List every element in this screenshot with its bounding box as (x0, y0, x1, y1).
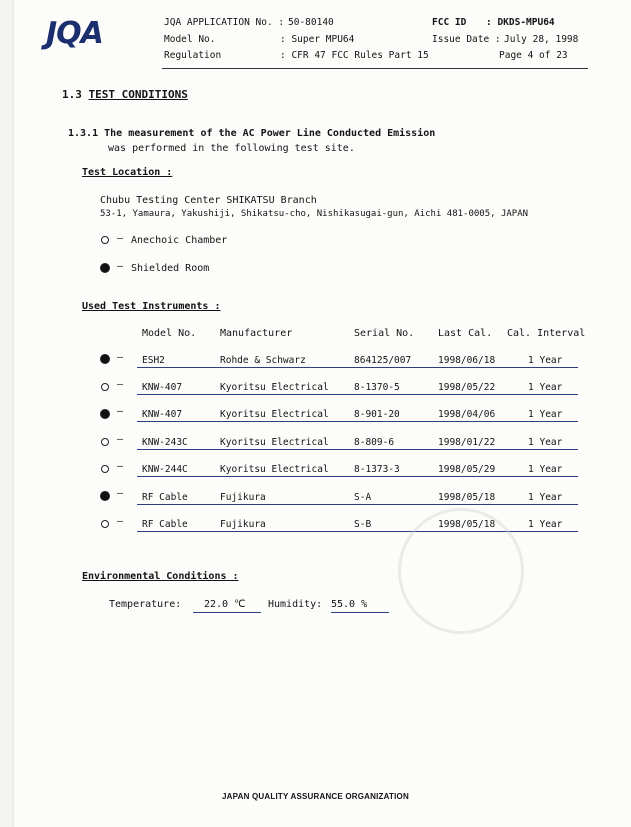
footer-organization: JAPAN QUALITY ASSURANCE ORGANIZATION (222, 792, 409, 801)
instrument-serial: 8-809-6 (354, 437, 395, 448)
environment-heading: Environmental Conditions : (82, 571, 239, 582)
instrument-radio-5[interactable] (101, 465, 109, 473)
instrument-last-cal: 1998/05/22 (438, 382, 496, 393)
application-number-value: 50-80140 (288, 17, 334, 28)
site-dash: – (117, 261, 124, 272)
instrument-maker: Kyoritsu Electrical (220, 409, 329, 420)
instrument-interval (528, 409, 562, 420)
instrument-model: KNW-407 (142, 409, 183, 420)
interval-number: 1 (528, 409, 534, 420)
instrument-model: ESH2 (142, 355, 165, 366)
row-dash: – (117, 434, 124, 445)
page-number: Page 4 of 23 (499, 50, 568, 61)
interval-unit: Year (539, 409, 563, 420)
column-header-serial: Serial No. (354, 328, 415, 339)
fcc-id-value: : DKDS-MPU64 (486, 17, 555, 28)
row-underline (137, 421, 578, 422)
column-header-model: Model No. (142, 328, 197, 339)
humidity-underline (331, 612, 389, 613)
model-number-label: Model No. (164, 34, 216, 45)
instrument-model: KNW-407 (142, 382, 183, 393)
site-radio-anechoic[interactable] (101, 236, 109, 244)
instrument-interval (528, 437, 562, 448)
interval-number: 1 (528, 464, 534, 475)
temperature-underline (193, 612, 261, 613)
interval-unit: Year (539, 437, 563, 448)
instrument-maker: Rohde & Schwarz (220, 355, 306, 366)
row-underline (137, 449, 578, 450)
instrument-maker: Kyoritsu Electrical (220, 437, 329, 448)
instrument-serial: S-B (354, 519, 372, 530)
model-number-value: : Super MPU64 (280, 34, 355, 45)
column-header-manufacturer: Manufacturer (220, 328, 293, 339)
instrument-model: KNW-243C (142, 437, 188, 448)
row-underline (137, 394, 578, 395)
instrument-serial: S-A (354, 492, 372, 503)
instrument-model: KNW-244C (142, 464, 188, 475)
instrument-radio-7[interactable] (101, 520, 109, 528)
interval-number: 1 (528, 355, 534, 366)
subsection-number: 1.3.1 (68, 128, 99, 139)
interval-number: 1 (528, 519, 534, 530)
instrument-interval (528, 519, 562, 530)
instrument-interval (528, 492, 562, 503)
regulation-value: : CFR 47 FCC Rules Part 15 (280, 50, 429, 61)
row-dash: – (117, 379, 124, 390)
instrument-serial: 864125/007 (354, 355, 412, 366)
subsection-title: The measurement of the AC Power Line Conducted Emission (104, 128, 436, 139)
instrument-radio-4[interactable] (101, 438, 109, 446)
interval-unit: Year (539, 464, 563, 475)
site-label-shielded: Shielded Room (131, 263, 210, 274)
instrument-maker: Fujikura (220, 519, 266, 530)
humidity-label: Humidity: (268, 599, 323, 610)
row-dash: – (117, 461, 124, 472)
row-dash: – (117, 352, 124, 363)
instrument-last-cal: 1998/01/22 (438, 437, 496, 448)
regulation-label: Regulation (164, 50, 222, 61)
instrument-radio-2[interactable] (101, 383, 109, 391)
site-dash: – (117, 233, 124, 244)
instrument-interval (528, 355, 562, 366)
test-location-name: Chubu Testing Center SHIKATSU Branch (100, 195, 317, 206)
interval-number: 1 (528, 437, 534, 448)
instrument-serial: 8-1373-3 (354, 464, 400, 475)
instrument-last-cal: 1998/05/18 (438, 519, 496, 530)
instruments-heading: Used Test Instruments : (82, 301, 221, 312)
row-underline (137, 531, 578, 532)
interval-number: 1 (528, 382, 534, 393)
instrument-interval (528, 464, 562, 475)
instrument-last-cal: 1998/06/18 (438, 355, 496, 366)
interval-unit: Year (539, 355, 563, 366)
subsection-heading (68, 128, 435, 139)
interval-unit: Year (539, 519, 563, 530)
test-location-heading: Test Location : (82, 167, 173, 178)
instrument-last-cal: 1998/05/29 (438, 464, 496, 475)
row-dash: – (117, 516, 124, 527)
column-header-interval: Cal. Interval (507, 328, 586, 339)
instrument-model: RF Cable (142, 492, 188, 503)
section-heading (62, 88, 188, 101)
instrument-interval (528, 382, 562, 393)
temperature-label: Temperature: (109, 599, 182, 610)
instrument-model: RF Cable (142, 519, 188, 530)
site-radio-shielded[interactable] (100, 263, 110, 273)
interval-unit: Year (539, 382, 563, 393)
row-underline (137, 367, 578, 368)
application-number-label: JQA APPLICATION No. : (164, 17, 285, 28)
issue-date-value: July 28, 1998 (504, 34, 579, 45)
row-dash: – (117, 406, 124, 417)
instrument-serial: 8-901-20 (354, 409, 400, 420)
instrument-radio-6[interactable] (100, 491, 110, 501)
instrument-maker: Fujikura (220, 492, 266, 503)
instrument-last-cal: 1998/04/06 (438, 409, 496, 420)
instrument-maker: Kyoritsu Electrical (220, 464, 329, 475)
instrument-serial: 8-1370-5 (354, 382, 400, 393)
site-label-anechoic: Anechoic Chamber (131, 235, 228, 246)
jqa-logo: JQA (46, 16, 103, 51)
issue-date-label: Issue Date : (432, 34, 501, 45)
subsection-line2: was performed in the following test site. (108, 143, 355, 154)
embossed-seal (398, 508, 524, 634)
row-underline (137, 504, 578, 505)
instrument-radio-3[interactable] (100, 409, 110, 419)
temperature-value: 22.0 ℃ (204, 599, 246, 610)
interval-number: 1 (528, 492, 534, 503)
section-number: 1.3 (62, 88, 82, 101)
humidity-value: 55.0 % (331, 599, 368, 610)
interval-unit: Year (539, 492, 563, 503)
test-location-address: 53-1, Yamaura, Yakushiji, Shikatsu-cho, Nishikasugai-gun, Aichi 481-0005, JAPAN (100, 209, 529, 219)
instrument-last-cal: 1998/05/18 (438, 492, 496, 503)
header-rule (162, 68, 588, 69)
section-title: TEST CONDITIONS (88, 88, 188, 101)
fcc-id-label: FCC ID (432, 17, 467, 28)
instrument-maker: Kyoritsu Electrical (220, 382, 329, 393)
row-dash: – (117, 488, 124, 499)
row-underline (137, 476, 578, 477)
column-header-last-cal: Last Cal. (438, 328, 493, 339)
instrument-radio-1[interactable] (100, 354, 110, 364)
